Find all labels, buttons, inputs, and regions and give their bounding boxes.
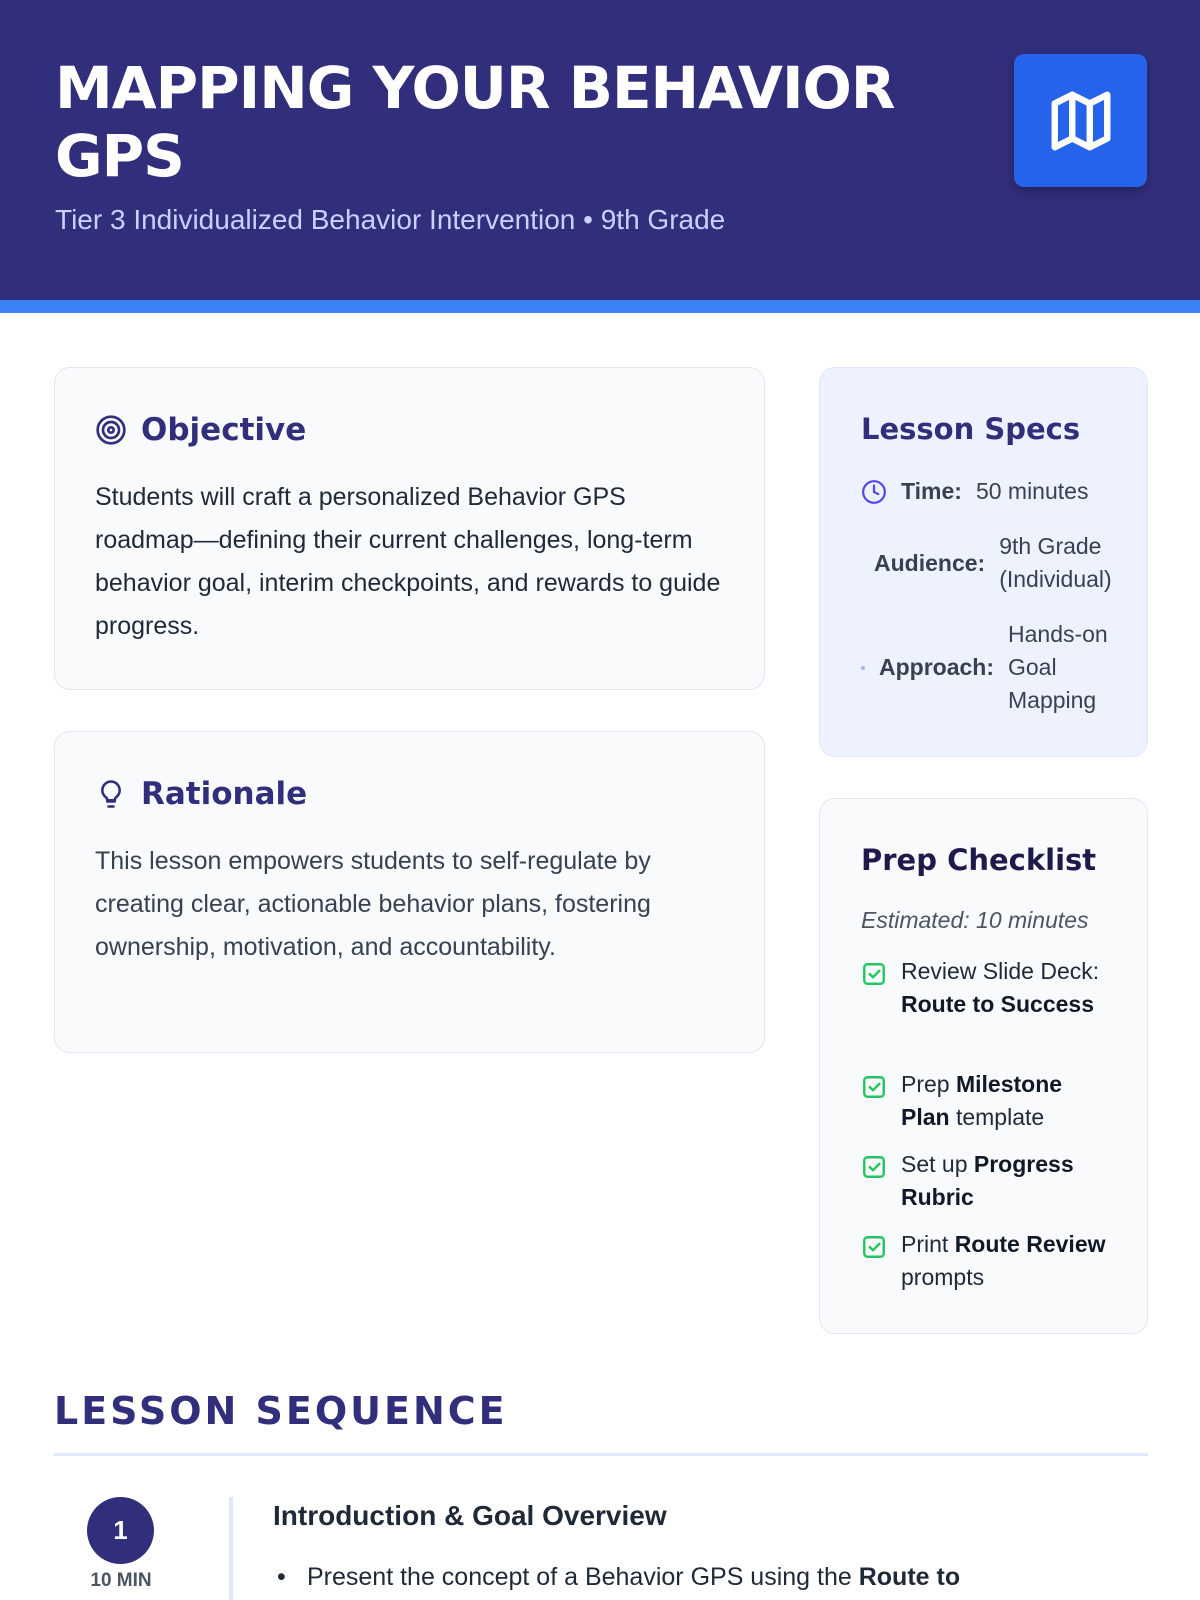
checklist-item-text: Prep Milestone Plan template — [901, 1071, 1063, 1130]
checklist-item — [861, 1068, 1111, 1134]
spec-approach — [861, 618, 1108, 717]
prep-estimate: Estimated: 10 minutes — [861, 907, 1089, 933]
clock-icon — [861, 479, 887, 505]
objective-text: Students will craft a personalized Behavior GPS roadmap—defining their current challenges, long-term behavior goal, interim checkpoints, and rewards to guide progress. — [95, 483, 721, 640]
checkbox-checked-icon — [861, 1074, 887, 1100]
checklist-item-text: Review Slide Deck: Route to Success — [901, 958, 1100, 1017]
lesson-specs-card — [819, 367, 1148, 757]
checkbox-checked-icon — [861, 961, 887, 987]
spec-approach-value: Hands-on Goal Mapping — [1008, 621, 1108, 713]
target-icon — [95, 414, 127, 446]
spec-audience-value: 9th Grade (Individual) — [999, 533, 1112, 592]
map-icon — [1046, 86, 1116, 156]
step-timeline-rail — [229, 1497, 233, 1600]
checklist-item-text: Set up Progress Rubric — [901, 1151, 1074, 1210]
checklist-item-text: Print Route Review prompts — [901, 1231, 1106, 1290]
spec-audience-label: Audience: — [874, 549, 986, 576]
checkbox-checked-icon — [861, 1234, 887, 1260]
page-header — [0, 0, 1200, 300]
step-title: Introduction & Goal Overview — [273, 1500, 667, 1531]
step-bullet — [277, 1560, 1147, 1594]
rationale-text: This lesson empowers students to self-regulate by creating clear, actionable behavior plans, fostering ownership, motivation, and accountability. — [95, 847, 651, 961]
header-accent-stripe — [0, 300, 1200, 313]
checklist-item — [861, 1228, 1111, 1294]
checklist-item — [861, 955, 1111, 1021]
step-duration: 10 MIN — [90, 1570, 152, 1591]
lightbulb-icon — [95, 778, 127, 810]
page-title: MAPPING YOUR BEHAVIOR GPS — [55, 54, 895, 190]
step-number-badge: 1 — [87, 1497, 154, 1564]
spec-time-value: 50 minutes — [975, 478, 1089, 504]
lesson-specs-title: Lesson Specs — [861, 412, 1081, 446]
checklist-item — [861, 1148, 1111, 1214]
objective-heading — [95, 412, 306, 448]
bullet-dot: • — [277, 1563, 286, 1591]
rationale-card — [54, 731, 765, 1053]
section-divider — [54, 1453, 1148, 1456]
spec-approach-label: Approach: — [879, 654, 994, 680]
prep-checklist-title: Prep Checklist — [861, 843, 1097, 877]
map-button[interactable] — [1014, 54, 1147, 187]
lesson-sequence-title: LESSON SEQUENCE — [54, 1389, 508, 1433]
page-subtitle: Tier 3 Individualized Behavior Intervention • 9th Grade — [55, 204, 726, 235]
objective-card — [54, 367, 765, 690]
rationale-heading — [95, 776, 307, 812]
prep-checklist-card — [819, 798, 1148, 1334]
approach-marker — [861, 666, 865, 670]
checkbox-checked-icon — [861, 1154, 887, 1180]
spec-time — [861, 475, 1088, 508]
rationale-heading-label: Rationale — [141, 776, 308, 812]
spec-time-label: Time: — [901, 478, 962, 504]
objective-heading-label: Objective — [141, 412, 307, 448]
spec-audience — [874, 530, 1127, 596]
step-bullet-text: Present the concept of a Behavior GPS using the Route to — [307, 1563, 961, 1591]
